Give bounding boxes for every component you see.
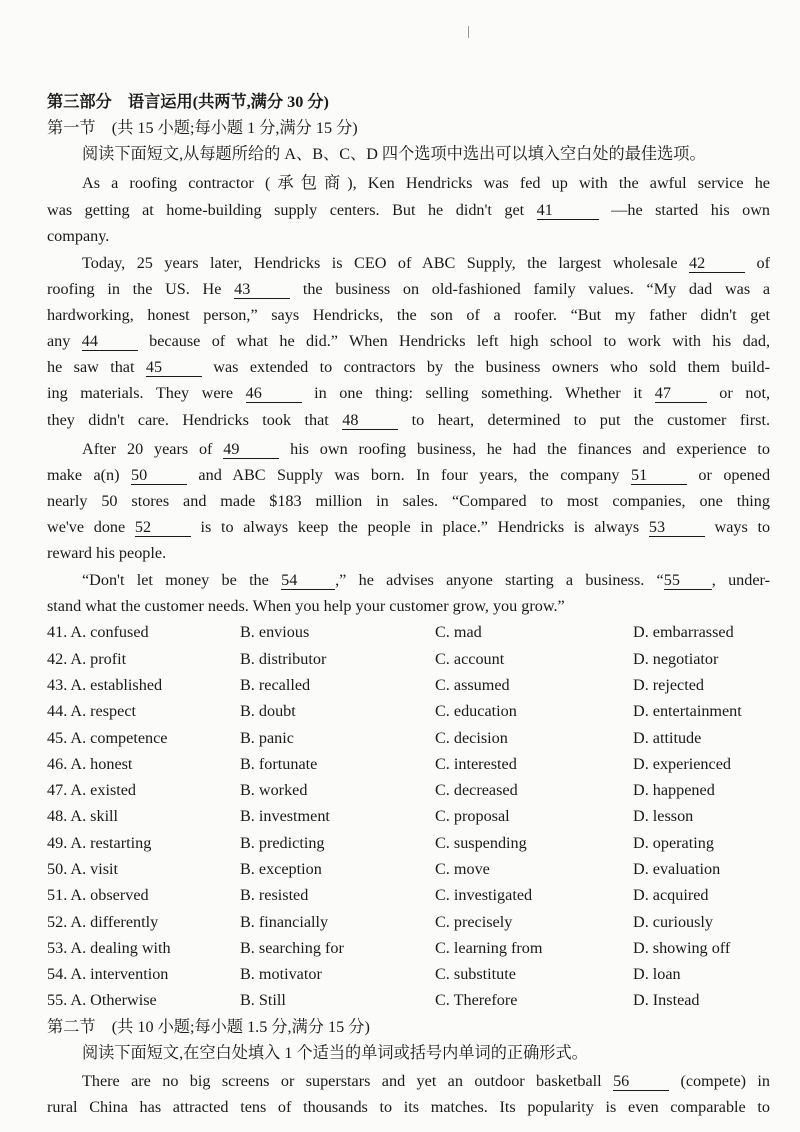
blank-43: 43 (234, 280, 290, 299)
option-52-a[interactable]: 52. A. differently (47, 913, 159, 931)
blank-50: 50 (131, 466, 187, 485)
blank-56: 56 (613, 1072, 669, 1091)
passage-line: reward his people. (47, 544, 167, 562)
passage-line: they didn't care. Hendricks took that 48 to heart, determined to put the customer first. (47, 411, 771, 429)
option-55-a[interactable]: 55. A. Otherwise (47, 991, 157, 1009)
passage-line: rural China has attracted tens of thousands to its matches. Its popularity is even comparable to (47, 1098, 770, 1116)
option-51-a[interactable]: 51. A. observed (47, 886, 149, 904)
passage-line: After 20 years of 49 his own roofing business, he had the finances and experience to (82, 440, 771, 458)
passage-line: There are no big screens or superstars and yet an outdoor basketball 56 (compete) in (82, 1072, 771, 1090)
blank-48: 48 (342, 411, 398, 430)
option-42-c[interactable]: C. account (435, 650, 505, 668)
option-49-c[interactable]: C. suspending (435, 834, 527, 852)
option-44-a[interactable]: 44. A. respect (47, 702, 137, 720)
option-41-a[interactable]: 41. A. confused (47, 623, 149, 641)
blank-45: 45 (146, 358, 202, 377)
passage-line: was getting at home-building supply centers. But he didn't get 41 —he started his own (47, 201, 770, 219)
option-50-b[interactable]: B. exception (240, 860, 322, 878)
option-43-d[interactable]: D. rejected (633, 676, 705, 694)
passage-line: stand what the customer needs. When you help your customer grow, you grow.” (47, 597, 565, 615)
passage-line: company. (47, 227, 110, 245)
option-42-b[interactable]: B. distributor (240, 650, 327, 668)
option-44-b[interactable]: B. doubt (240, 702, 296, 720)
page-mark (468, 26, 469, 38)
option-53-d[interactable]: D. showing off (633, 939, 731, 957)
blank-49: 49 (223, 440, 279, 459)
blank-46: 46 (246, 384, 302, 403)
part2-instruction: 阅读下面短文,在空白处填入 1 个适当的单词或括号内单词的正确形式。 (82, 1044, 588, 1062)
option-55-c[interactable]: C. Therefore (435, 991, 518, 1009)
option-55-d[interactable]: D. Instead (633, 991, 700, 1009)
passage-line: roofing in the US. He 43 the business on old-fashioned family values. “My dad was a (47, 280, 771, 298)
option-51-d[interactable]: D. acquired (633, 886, 709, 904)
option-49-b[interactable]: B. predicting (240, 834, 325, 852)
blank-52: 52 (135, 518, 191, 537)
option-54-c[interactable]: C. substitute (435, 965, 516, 983)
option-47-a[interactable]: 47. A. existed (47, 781, 137, 799)
option-50-d[interactable]: D. evaluation (633, 860, 721, 878)
option-46-b[interactable]: B. fortunate (240, 755, 318, 773)
option-48-b[interactable]: B. investment (240, 807, 330, 825)
option-53-a[interactable]: 53. A. dealing with (47, 939, 171, 957)
blank-51: 51 (631, 466, 687, 485)
option-50-c[interactable]: C. move (435, 860, 490, 878)
option-42-a[interactable]: 42. A. profit (47, 650, 127, 668)
blank-44: 44 (82, 332, 138, 351)
blank-47: 47 (655, 384, 707, 403)
option-44-d[interactable]: D. entertainment (633, 702, 742, 720)
option-47-b[interactable]: B. worked (240, 781, 308, 799)
passage-line: we've done 52 is to always keep the people in place.” Hendricks is always 53 ways to (47, 518, 771, 536)
option-46-a[interactable]: 46. A. honest (47, 755, 133, 773)
passage-line: nearly 50 stores and made $183 million in sales. “Compared to most companies, one thing (47, 492, 770, 510)
option-51-c[interactable]: C. investigated (435, 886, 533, 904)
option-53-b[interactable]: B. searching for (240, 939, 344, 957)
option-45-a[interactable]: 45. A. competence (47, 729, 168, 747)
option-49-d[interactable]: D. operating (633, 834, 714, 852)
option-41-c[interactable]: C. mad (435, 623, 482, 641)
part2-header: 第二节 (共 10 小题;每小题 1.5 分,满分 15 分) (47, 1018, 370, 1036)
option-46-c[interactable]: C. interested (435, 755, 517, 773)
option-47-d[interactable]: D. happened (633, 781, 715, 799)
option-54-b[interactable]: B. motivator (240, 965, 322, 983)
option-50-a[interactable]: 50. A. visit (47, 860, 119, 878)
passage-line: he saw that 45 was extended to contractors by the business owners who sold them build- (47, 358, 771, 376)
option-48-d[interactable]: D. lesson (633, 807, 694, 825)
passage-line: any 44 because of what he did.” When Hendricks left high school to work with his dad, (47, 332, 771, 350)
passage-line: As a roofing contractor (承包商), Ken Hendricks was fed up with the awful service he (82, 174, 770, 192)
option-54-a[interactable]: 54. A. intervention (47, 965, 169, 983)
blank-42: 42 (689, 254, 745, 273)
option-41-d[interactable]: D. embarrassed (633, 623, 734, 641)
part1-header: 第一节 (共 15 小题;每小题 1 分,满分 15 分) (47, 119, 358, 137)
option-48-c[interactable]: C. proposal (435, 807, 510, 825)
option-47-c[interactable]: C. decreased (435, 781, 518, 799)
option-52-d[interactable]: D. curiously (633, 913, 714, 931)
option-49-a[interactable]: 49. A. restarting (47, 834, 152, 852)
passage-line: “Don't let money be the 54 ,” he advises anyone starting a business. “55 , under- (82, 571, 770, 589)
blank-55: 55 (664, 571, 712, 590)
passage-line: hardworking, honest person,” says Hendricks, the son of a roofer. “But my father didn't get (47, 306, 770, 324)
option-52-c[interactable]: C. precisely (435, 913, 513, 931)
blank-41: 41 (537, 201, 599, 220)
blank-54: 54 (281, 571, 335, 590)
option-45-c[interactable]: C. decision (435, 729, 508, 747)
passage-line: ing materials. They were 46 in one thing: selling something. Whether it 47 or not, (47, 384, 771, 402)
option-43-a[interactable]: 43. A. established (47, 676, 163, 694)
option-41-b[interactable]: B. envious (240, 623, 310, 641)
option-53-c[interactable]: C. learning from (435, 939, 543, 957)
option-48-a[interactable]: 48. A. skill (47, 807, 119, 825)
option-44-c[interactable]: C. education (435, 702, 517, 720)
option-52-b[interactable]: B. financially (240, 913, 329, 931)
blank-53: 53 (649, 518, 705, 537)
option-45-d[interactable]: D. attitude (633, 729, 702, 747)
section-title: 第三部分 语言运用(共两节,满分 30 分) (47, 93, 329, 111)
option-42-d[interactable]: D. negotiator (633, 650, 719, 668)
option-51-b[interactable]: B. resisted (240, 886, 309, 904)
option-55-b[interactable]: B. Still (240, 991, 286, 1009)
passage-line: Today, 25 years later, Hendricks is CEO of ABC Supply, the largest wholesale 42 of (82, 254, 770, 272)
option-45-b[interactable]: B. panic (240, 729, 294, 747)
part1-instruction: 阅读下面短文,从每题所给的 A、B、C、D 四个选项中选出可以填入空白处的最佳选项。 (82, 145, 706, 163)
option-54-d[interactable]: D. loan (633, 965, 681, 983)
passage-line: make a(n) 50 and ABC Supply was born. In four years, the company 51 or opened (47, 466, 771, 484)
option-43-b[interactable]: B. recalled (240, 676, 311, 694)
option-43-c[interactable]: C. assumed (435, 676, 510, 694)
option-46-d[interactable]: D. experienced (633, 755, 731, 773)
